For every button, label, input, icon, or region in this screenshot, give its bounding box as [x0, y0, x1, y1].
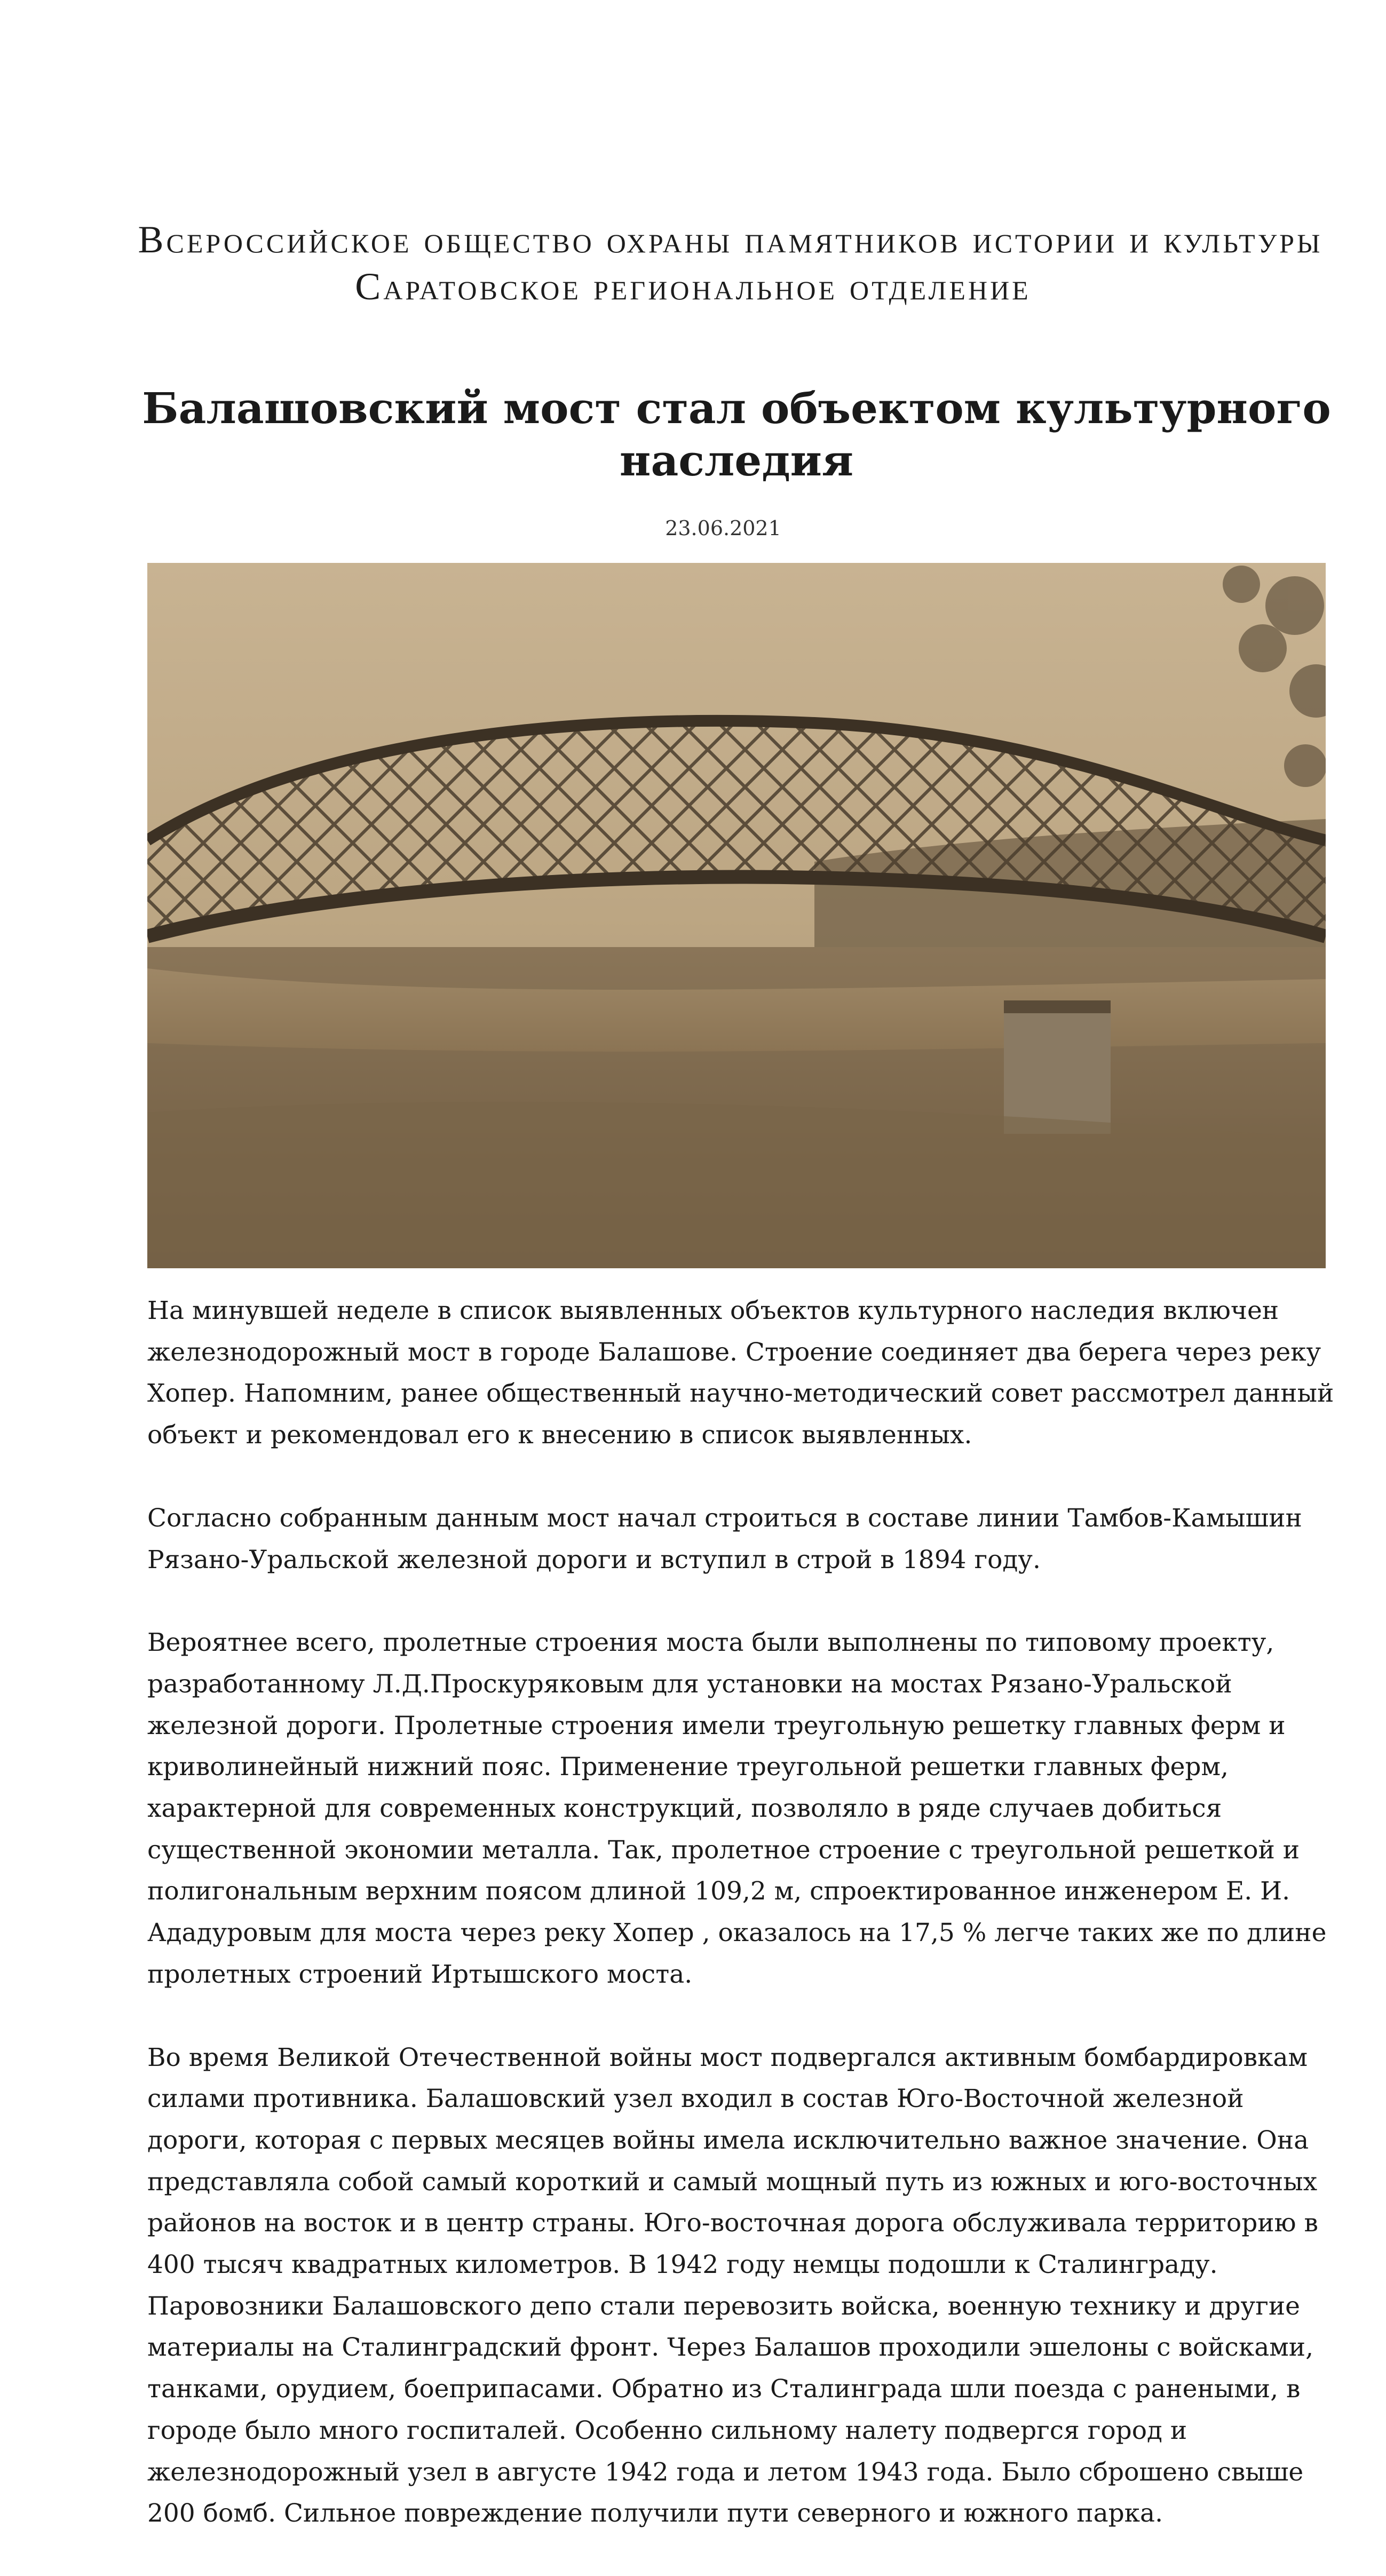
article-body — [147, 1290, 1343, 2576]
organization-header — [0, 216, 1386, 310]
article-paragraph: Во время Великой Отечественной войны мост подвергался активным бомбардировкам силами противника. Балашовский узел входил в состав Юго-Восточной железной дороги, которая с первых месяцев войны имела исключительно важное значение. Она представляла собой самый короткий и самый мощный путь из южных и юго-восточных районов на восток и в центр страны. Юго-восточная дорога обслуживала территорию в 400 тысяч квадратных километров. В 1942 году немцы подошли к Сталинграду. Паровозники Балашовского депо стали перевозить войска, военную технику и другие материалы на Сталинградский фронт. Через Балашов проходили эшелоны с войсками, танками, орудием, боеприпасами. Обратно из Сталинграда шли поезда с ранеными, в городе было много госпиталей. Особенно сильному налету подвергся город и железнодорожный узел в августе 1942 года и летом 1943 года. Было сброшено свыше 200 бомб. Сильное повреждение получили пути северного и южного парка. — [147, 2042, 1318, 2529]
article-title: Балашовский мост стал объектом культурного наследия — [142, 383, 1331, 486]
article-paragraph: Вероятнее всего, пролетные строения моста были выполнены по типовому проекту, разработанному Л.Д.Проскуряковым для установки на мостах Рязано-Уральской железной дороги. Пролетные строения имели треугольную решетку главных ферм и криволинейный нижний пояс. Применение треугольной решетки главных ферм, характерной для современных конструкций, позволяло в ряде случаев добиться существенной экономии металла. Так, пролетное строение с треугольной решеткой и полигональным верхним поясом длиной 109,2 м, спроектированное инженером Е. И. Ададуровым для моста через реку Хопер , оказалось на 17,5 % легче таких же по длине пролетных строений Иртышского моста. — [147, 1628, 1327, 1989]
article-paragraph: На минувшей неделе в список выявленных объектов культурного наследия включен железнодорожный мост в городе Балашове. Строение соединяет два берега через реку Хопер. Напомним, ранее общественный научно-методический совет рассмотрел данный объект и рекомендовал его к внесению в список выявленных. — [147, 1296, 1334, 1450]
organization-branch: Саратовское региональное отделение — [355, 265, 1031, 308]
article-date: 23.06.2021 — [665, 516, 781, 540]
organization-name: Всероссийское общество охраны памятников истории и культуры — [138, 218, 1323, 261]
bridge-photo-illustration — [147, 563, 1326, 1268]
article-paragraph: Согласно собранным данным мост начал строиться в составе линии Тамбов-Камышин Рязано-Уральской железной дороги и вступил в строй в 1894 году. — [147, 1503, 1302, 1575]
bridge-photo — [147, 563, 1326, 1268]
